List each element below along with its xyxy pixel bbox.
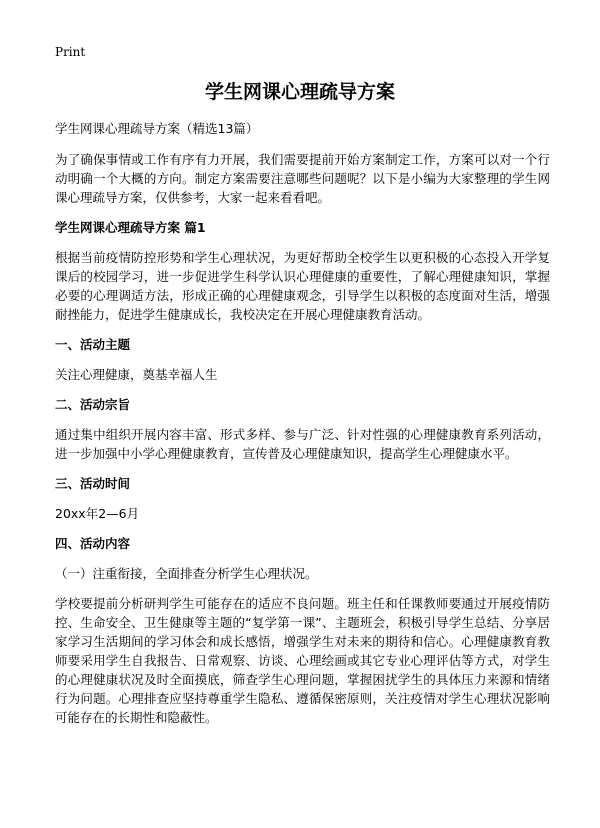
time-text: 20xx年2—6月 [55,506,140,521]
print-label: Print [55,45,86,59]
document-title: 学生网课心理疏导方案 [204,81,395,103]
document-subtitle: 学生网课心理疏导方案（精选13篇） [55,121,259,136]
section1-heading: 学生网课心理疏导方案 篇1 [55,220,206,235]
content-heading: 四、活动内容 [55,536,131,551]
purpose-paragraph: 通过集中组织开展内容丰富、形式多样、参与广泛、针对性强的心理健康教育系列活动，进一步加强中小学心理健康教育，宣传普及心理健康知识，提高学生心理健康水平。 [55,427,550,461]
content-paragraph: 学校要提前分析研判学生可能存在的适应不良问题。班主任和任课教师要通过开展疫情防控、生命安全、卫生健康等主题的“复学第一课”、主题班会，积极引导学生总结、分享居家学习生活期间的学习体会和成长感悟，增强学生对未来的期待和信心。心理健康教育教师要采用学生自我报告、日常观察、访谈、心理绘画或其它专业心理评估等方式，对学生的心理健康状况及时全面摸底，筛查学生心理问题，掌握困扰学生的具体压力来源和情绪行为问题。心理排查应坚持尊重学生隐私、遵循保密原则，关注疫情对学生心理状况影响可能存在的长期性和隐蔽性。 [55,596,550,725]
intro-paragraph: 为了确保事情或工作有序有力开展，我们需要提前开始方案制定工作，方案可以对一个行动明确一个大概的方向。制定方案需要注意哪些问题呢？以下是小编为大家整理的学生网课心理疏导方案，仅供参考，大家一起来看看吧。 [55,152,550,205]
theme-heading: 一、活动主题 [55,337,131,352]
section1-paragraph: 根据当前疫情防控形势和学生心理状况，为更好帮助全校学生以更积极的心态投入开学复课后的校园学习，进一步促进学生科学认识心理健康的重要性，了解心理健康知识，掌握必要的心理调适方法，形成正确的心理健康观念，引导学生以积极的态度面对生活，增强耐挫能力，促进学生健康成长，我校决定在开展心理健康教育活动。 [55,250,550,322]
purpose-heading: 二、活动宗旨 [55,397,131,412]
content-item-1: （一）注重衔接，全面排查分析学生心理状况。 [55,566,318,581]
time-heading: 三、活动时间 [55,476,131,491]
theme-text: 关注心理健康，奠基幸福人生 [55,367,218,382]
document-body [55,119,550,738]
